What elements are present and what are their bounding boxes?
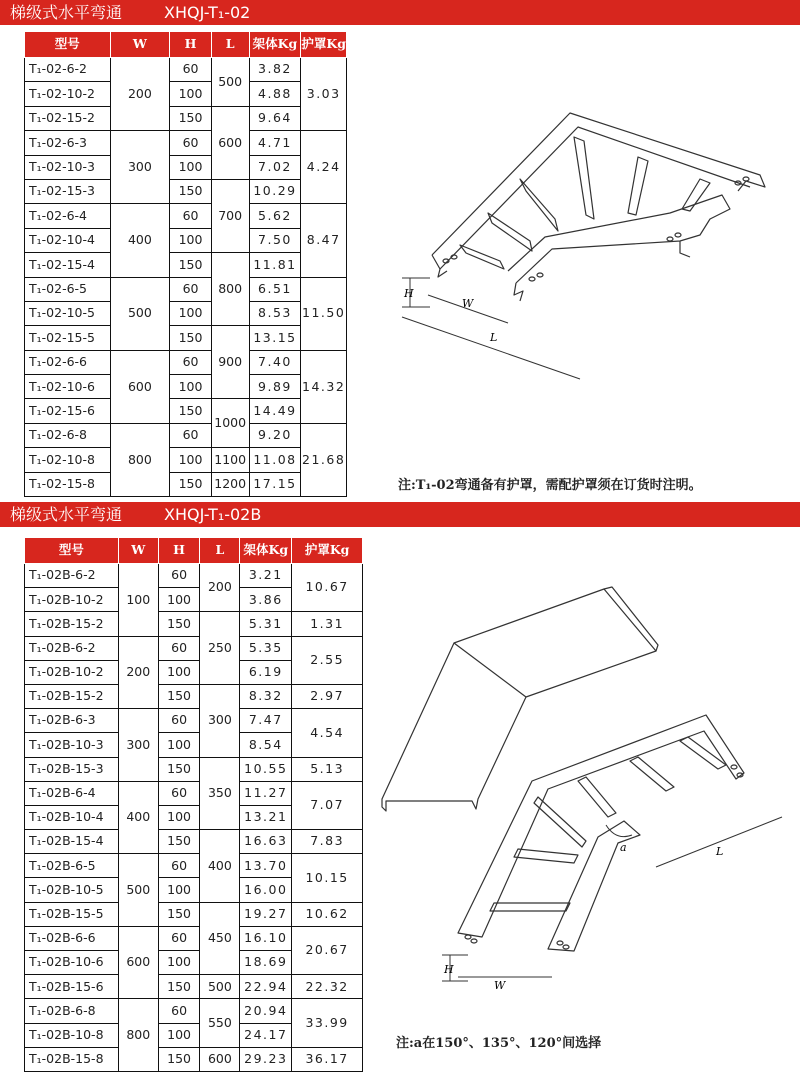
header-cover-kg: 护罩Kg <box>292 538 363 564</box>
header-model: 型号 <box>25 538 119 564</box>
frame-kg-cell: 13.15 <box>249 326 301 350</box>
l-cell: 450 <box>200 902 240 975</box>
h-cell: 150 <box>170 399 211 423</box>
model-cell: T₁-02B-10-8 <box>25 1023 119 1047</box>
model-cell: T₁-02-10-3 <box>25 155 111 179</box>
table-row <box>25 757 363 781</box>
h-cell: 150 <box>170 106 211 130</box>
l-cell: 300 <box>200 684 240 757</box>
table-row <box>25 709 363 733</box>
header-frame-kg: 架体Kg <box>249 32 301 58</box>
cover-kg-cell: 22.32 <box>292 975 363 999</box>
header-cover-kg: 护罩Kg <box>301 32 347 58</box>
cover-kg-cell: 10.15 <box>292 854 363 902</box>
table-row <box>25 830 363 854</box>
table-header-row <box>25 538 363 564</box>
h-cell: 60 <box>158 636 200 660</box>
l-cell: 250 <box>200 612 240 685</box>
header-h: H <box>170 32 211 58</box>
table-row <box>25 131 347 155</box>
table-row <box>25 204 347 228</box>
table-row <box>25 179 347 203</box>
table-row <box>25 781 363 805</box>
frame-kg-cell: 3.21 <box>240 564 292 588</box>
rung <box>682 179 710 211</box>
model-cell: T₁-02B-15-6 <box>25 975 119 999</box>
h-cell: 60 <box>170 423 211 447</box>
w-cell: 200 <box>118 636 158 709</box>
l-cell: 1200 <box>211 472 249 496</box>
h-cell: 100 <box>158 660 200 684</box>
frame-kg-cell: 14.49 <box>249 399 301 423</box>
frame-kg-cell: 9.64 <box>249 106 301 130</box>
frame-kg-cell: 16.00 <box>240 878 292 902</box>
model-cell: T₁-02-15-8 <box>25 472 111 496</box>
l-cell: 600 <box>200 1047 240 1071</box>
model-cell: T₁-02-10-8 <box>25 448 111 472</box>
model-cell: T₁-02-10-6 <box>25 375 111 399</box>
h-cell: 150 <box>158 1047 200 1071</box>
h-cell: 100 <box>158 733 200 757</box>
h-cell: 100 <box>158 1023 200 1047</box>
table-row <box>25 564 363 588</box>
table-row <box>25 375 347 399</box>
w-cell: 500 <box>110 277 170 350</box>
cover-kg-cell: 33.99 <box>292 999 363 1047</box>
dim-l-label: L <box>490 331 498 344</box>
model-cell: T₁-02-15-2 <box>25 106 111 130</box>
frame-kg-cell: 19.27 <box>240 902 292 926</box>
h-cell: 60 <box>158 564 200 588</box>
frame-kg-cell: 4.71 <box>249 131 301 155</box>
rung <box>574 137 594 219</box>
cover-kg-cell: 8.47 <box>301 204 347 277</box>
cover-kg-cell: 10.62 <box>292 902 363 926</box>
table-row <box>25 612 363 636</box>
l-cell: 200 <box>200 564 240 612</box>
model-cell: T₁-02B-15-5 <box>25 902 119 926</box>
model-cell: T₁-02B-10-2 <box>25 660 119 684</box>
table-row <box>25 228 347 252</box>
h-cell: 60 <box>170 204 211 228</box>
w-cell: 400 <box>110 204 170 277</box>
angled-bend-drawing <box>378 585 793 1005</box>
rung <box>490 903 570 911</box>
model-cell: T₁-02-15-6 <box>25 399 111 423</box>
dim-l-label: L <box>716 845 724 858</box>
frame-kg-cell: 5.62 <box>249 204 301 228</box>
h-cell: 60 <box>170 350 211 374</box>
cover-kg-cell: 2.55 <box>292 636 363 684</box>
section2-note: 注:a在150°、135°、120°间选择 <box>396 1036 602 1051</box>
section2-banner <box>0 502 800 527</box>
ladder-bend-drawing <box>380 95 780 395</box>
dim-h-label: H <box>404 287 414 300</box>
table-row <box>25 399 347 423</box>
h-cell: 100 <box>158 951 200 975</box>
header-l: L <box>211 32 249 58</box>
model-cell: T₁-02-6-3 <box>25 131 111 155</box>
h-cell: 150 <box>170 179 211 203</box>
l-cell: 400 <box>200 830 240 903</box>
h-cell: 100 <box>170 448 211 472</box>
h-cell: 100 <box>158 878 200 902</box>
cover-kg-cell: 4.24 <box>301 131 347 204</box>
l-cell: 1100 <box>211 448 249 472</box>
h-cell: 60 <box>158 854 200 878</box>
frame-kg-cell: 17.15 <box>249 472 301 496</box>
cover-kg-cell: 1.31 <box>292 612 363 636</box>
frame-kg-cell: 8.32 <box>240 684 292 708</box>
w-cell: 300 <box>110 131 170 204</box>
section1-note: 注:T₁-02弯通备有护罩，需配护罩须在订货时注明。 <box>398 478 702 493</box>
frame-kg-cell: 8.53 <box>249 301 301 325</box>
cover-kg-cell: 10.67 <box>292 564 363 612</box>
section1-banner <box>0 0 800 25</box>
header-w: W <box>110 32 170 58</box>
table-row <box>25 253 347 277</box>
frame-kg-cell: 8.54 <box>240 733 292 757</box>
table-row <box>25 999 363 1023</box>
model-cell: T₁-02B-6-2 <box>25 636 119 660</box>
table-row <box>25 106 347 130</box>
frame-kg-cell: 9.89 <box>249 375 301 399</box>
frame-kg-cell: 13.21 <box>240 805 292 829</box>
h-cell: 60 <box>158 999 200 1023</box>
l-cell: 1000 <box>211 399 249 448</box>
w-cell: 200 <box>110 58 170 131</box>
model-cell: T₁-02B-10-6 <box>25 951 119 975</box>
header-l: L <box>200 538 240 564</box>
model-cell: T₁-02B-10-5 <box>25 878 119 902</box>
model-cell: T₁-02-6-5 <box>25 277 111 301</box>
frame-kg-cell: 6.51 <box>249 277 301 301</box>
frame-kg-cell: 11.08 <box>249 448 301 472</box>
cover-kg-cell: 2.97 <box>292 684 363 708</box>
frame-kg-cell: 11.81 <box>249 253 301 277</box>
frame-kg-cell: 18.69 <box>240 951 292 975</box>
model-cell: T₁-02B-6-8 <box>25 999 119 1023</box>
cover-plate <box>382 589 656 811</box>
table-row <box>25 636 363 660</box>
w-cell: 400 <box>118 781 158 854</box>
h-cell: 150 <box>158 612 200 636</box>
h-cell: 150 <box>158 830 200 854</box>
rung <box>488 213 532 251</box>
model-cell: T₁-02B-6-6 <box>25 926 119 950</box>
section2-code: XHQJ-T₁-02B <box>164 505 262 524</box>
frame-kg-cell: 7.47 <box>240 709 292 733</box>
frame-kg-cell: 11.27 <box>240 781 292 805</box>
cover-kg-cell: 4.54 <box>292 709 363 757</box>
model-cell: T₁-02B-6-3 <box>25 709 119 733</box>
table-row <box>25 684 363 708</box>
cover-kg-cell: 36.17 <box>292 1047 363 1071</box>
model-cell: T₁-02-10-2 <box>25 82 111 106</box>
table-header-row <box>25 32 347 58</box>
model-cell: T₁-02-6-4 <box>25 204 111 228</box>
header-h: H <box>158 538 200 564</box>
frame-kg-cell: 10.29 <box>249 179 301 203</box>
h-cell: 60 <box>158 926 200 950</box>
rung <box>578 777 616 817</box>
cover-kg-cell: 3.03 <box>301 58 347 131</box>
cover-kg-cell: 7.07 <box>292 781 363 829</box>
h-cell: 100 <box>170 301 211 325</box>
model-cell: T₁-02B-10-3 <box>25 733 119 757</box>
section1-title: 梯级式水平弯通 <box>10 3 123 22</box>
dim-h-label: H <box>444 963 454 976</box>
table-row <box>25 301 347 325</box>
l-cell: 500 <box>200 975 240 999</box>
l-cell: 500 <box>211 58 249 107</box>
table-row <box>25 277 347 301</box>
model-cell: T₁-02B-6-4 <box>25 781 119 805</box>
h-cell: 150 <box>170 326 211 350</box>
table-row <box>25 854 363 878</box>
model-cell: T₁-02-6-2 <box>25 58 111 82</box>
model-cell: T₁-02B-10-4 <box>25 805 119 829</box>
model-cell: T₁-02B-15-8 <box>25 1047 119 1071</box>
section2-spec-table <box>24 537 363 1072</box>
frame-kg-cell: 9.20 <box>249 423 301 447</box>
header-w: W <box>118 538 158 564</box>
h-cell: 60 <box>170 131 211 155</box>
h-cell: 150 <box>158 902 200 926</box>
h-cell: 100 <box>158 805 200 829</box>
model-cell: T₁-02B-6-5 <box>25 854 119 878</box>
l-cell: 550 <box>200 999 240 1047</box>
table-row <box>25 82 347 106</box>
rung <box>534 797 586 847</box>
model-cell: T₁-02B-15-2 <box>25 612 119 636</box>
model-cell: T₁-02-10-5 <box>25 301 111 325</box>
w-cell: 600 <box>118 926 158 999</box>
rung <box>628 157 648 215</box>
table-row <box>25 1047 363 1071</box>
table-row <box>25 926 363 950</box>
w-cell: 500 <box>118 854 158 927</box>
header-model: 型号 <box>25 32 111 58</box>
h-cell: 150 <box>158 757 200 781</box>
frame-kg-cell: 10.55 <box>240 757 292 781</box>
frame-kg-cell: 3.86 <box>240 588 292 612</box>
header-frame-kg: 架体Kg <box>240 538 292 564</box>
h-cell: 150 <box>158 684 200 708</box>
w-cell: 100 <box>118 564 158 637</box>
model-cell: T₁-02B-10-2 <box>25 588 119 612</box>
table-row <box>25 975 363 999</box>
frame-kg-cell: 4.88 <box>249 82 301 106</box>
model-cell: T₁-02-15-4 <box>25 253 111 277</box>
frame-kg-cell: 5.35 <box>240 636 292 660</box>
dim-angle-label: a <box>620 841 627 854</box>
model-cell: T₁-02-15-3 <box>25 179 111 203</box>
model-cell: T₁-02-6-6 <box>25 350 111 374</box>
frame-kg-cell: 13.70 <box>240 854 292 878</box>
table-row <box>25 155 347 179</box>
frame-kg-cell: 20.94 <box>240 999 292 1023</box>
frame-kg-cell: 6.19 <box>240 660 292 684</box>
h-cell: 150 <box>158 975 200 999</box>
table-row <box>25 350 347 374</box>
dim-w-label: W <box>462 297 474 310</box>
l-cell: 900 <box>211 326 249 399</box>
rung <box>514 849 578 863</box>
frame-kg-cell: 7.50 <box>249 228 301 252</box>
h-cell: 100 <box>170 155 211 179</box>
h-cell: 60 <box>170 277 211 301</box>
l-cell: 700 <box>211 179 249 252</box>
frame-kg-cell: 5.31 <box>240 612 292 636</box>
model-cell: T₁-02B-15-3 <box>25 757 119 781</box>
h-cell: 150 <box>170 472 211 496</box>
w-cell: 800 <box>118 999 158 1072</box>
frame-kg-cell: 24.17 <box>240 1023 292 1047</box>
h-cell: 100 <box>158 588 200 612</box>
h-cell: 100 <box>170 82 211 106</box>
l-cell: 800 <box>211 253 249 326</box>
model-cell: T₁-02-6-8 <box>25 423 111 447</box>
table-row <box>25 448 347 472</box>
frame-kg-cell: 29.23 <box>240 1047 292 1071</box>
frame-kg-cell: 16.63 <box>240 830 292 854</box>
model-cell: T₁-02B-6-2 <box>25 564 119 588</box>
rung <box>630 757 674 791</box>
cover-kg-cell: 11.50 <box>301 277 347 350</box>
outer-rail <box>458 715 744 937</box>
cover-kg-cell: 21.68 <box>301 423 347 496</box>
table-row <box>25 58 347 82</box>
frame-kg-cell: 16.10 <box>240 926 292 950</box>
table-row <box>25 423 347 447</box>
rung <box>520 179 558 231</box>
cover-kg-cell: 7.83 <box>292 830 363 854</box>
table-row <box>25 326 347 350</box>
w-cell: 600 <box>110 350 170 423</box>
h-cell: 100 <box>170 375 211 399</box>
w-cell: 300 <box>118 709 158 782</box>
model-cell: T₁-02B-15-4 <box>25 830 119 854</box>
model-cell: T₁-02-15-5 <box>25 326 111 350</box>
cover-kg-cell: 14.32 <box>301 350 347 423</box>
h-cell: 60 <box>170 58 211 82</box>
section2-title: 梯级式水平弯通 <box>10 505 123 524</box>
frame-kg-cell: 22.94 <box>240 975 292 999</box>
w-cell: 800 <box>110 423 170 496</box>
table-row <box>25 472 347 496</box>
l-cell: 600 <box>211 106 249 179</box>
dim-w-label: W <box>494 979 506 992</box>
frame-kg-cell: 3.82 <box>249 58 301 82</box>
h-cell: 150 <box>170 253 211 277</box>
frame-kg-cell: 7.40 <box>249 350 301 374</box>
inner-rail <box>508 195 730 283</box>
rung <box>460 245 504 269</box>
model-cell: T₁-02B-15-2 <box>25 684 119 708</box>
section1-spec-table <box>24 31 347 497</box>
h-cell: 60 <box>158 781 200 805</box>
cover-kg-cell: 20.67 <box>292 926 363 974</box>
l-cell: 350 <box>200 757 240 830</box>
h-cell: 100 <box>170 228 211 252</box>
model-cell: T₁-02-10-4 <box>25 228 111 252</box>
h-cell: 60 <box>158 709 200 733</box>
frame-kg-cell: 7.02 <box>249 155 301 179</box>
table-row <box>25 902 363 926</box>
cover-kg-cell: 5.13 <box>292 757 363 781</box>
section1-code: XHQJ-T₁-02 <box>164 3 251 22</box>
